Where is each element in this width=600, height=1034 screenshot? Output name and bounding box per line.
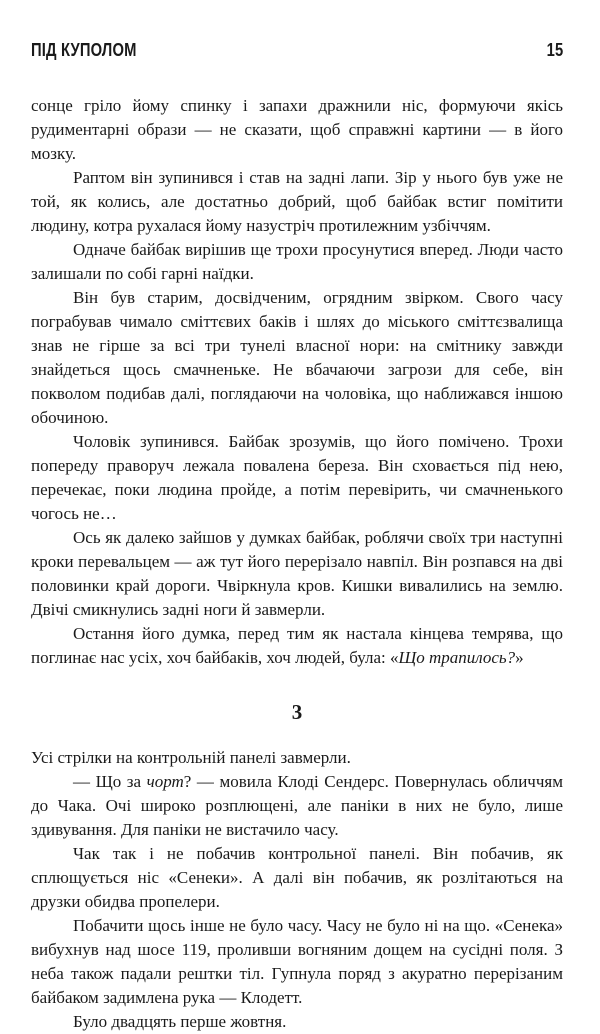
book-page (31, 40, 563, 1034)
paragraph: Він був старим, досвідченим, огрядним звірком. Свого часу пограбував чимало сміттєвих баків і шлях до міського сміттєзвалища знав не гірше за всі три тунелі власної нори: на смітнику завжди знайдеться щось смачненьке. Не вбачаючи загрози для себе, він покволом подибав далі, поглядаючи на чоловіка, що наближався іншою обочиною. (31, 288, 563, 427)
italic-run: Що трапилось? (398, 648, 516, 667)
text-run: — Що за (73, 772, 147, 791)
italic-run: чорт (146, 772, 184, 791)
paragraph-last-thought (31, 622, 563, 670)
paragraph: Побачити щось інше не було часу. Часу не було ні на що. «Сенека» вибухнув над шосе 119, проливши вогняним дощем на сусідні поля. З неба також падали рештки тіл. Гупнула поряд з акуратно перерізаним байбаком задимлена рука — Клодетт. (31, 916, 563, 1007)
paragraph: сонце гріло йому спинку і запахи дражнили ніс, формуючи якісь рудиментарні образи — не сказати, щоб справжні картини — в його мозку. (31, 96, 563, 163)
text-run: » (515, 648, 524, 667)
text-run: Остання його думка, перед тим як настала кінцева темрява, що поглинає нас усіх, хоч байбаків, хоч людей, була: « (31, 624, 563, 667)
page-number: 15 (546, 40, 563, 60)
text-run: ? — мовила Клоді Сендерс. Повернулась обличчям до Чака. Очі широко розплющені, але паніки в них не було, лише здивування. Для паніки не вистачило часу. (31, 772, 563, 839)
paragraph-dialog (31, 770, 563, 842)
page-header (31, 40, 563, 68)
paragraph: Ось як далеко зайшов у думках байбак, роблячи своїх три наступні кроки перевальцем — аж тут його перерізало навпіл. Він розпався на дві половинки край дороги. Чвіркнула кров. Кишки вивалились на землю. Двічі смикнулись задні ноги й завмерли. (31, 528, 563, 619)
body-text (31, 94, 563, 1034)
paragraph: Чоловік зупинився. Байбак зрозумів, що його помічено. Трохи попереду праворуч лежала повалена береза. Він сховається під нею, перечекає, поки людина пройде, а потім перевірить, чи смачненького чогось не… (31, 432, 563, 523)
paragraph: Усі стрілки на контрольній панелі завмерли. (31, 748, 351, 767)
paragraph: Одначе байбак вирішив ще трохи просунутися вперед. Люди часто залишали по собі гарні наїдки. (31, 240, 563, 283)
paragraph: Раптом він зупинився і став на задні лапи. Зір у нього був уже не той, як колись, але достатньо добрий, щоб байбак встиг помітити людину, котра рухалася йому назустріч протилежним узбіччям. (31, 168, 563, 235)
paragraph: Чак так і не побачив контрольної панелі. Він побачив, як сплющується ніс «Сенеки». А далі він побачив, як розлітаються на друзки обидва пропелери. (31, 844, 563, 911)
paragraph: Було двадцять перше жовтня. (73, 1012, 287, 1031)
section-number: 3 (291, 700, 303, 724)
running-title: ПІД КУПОЛОМ (31, 40, 137, 60)
